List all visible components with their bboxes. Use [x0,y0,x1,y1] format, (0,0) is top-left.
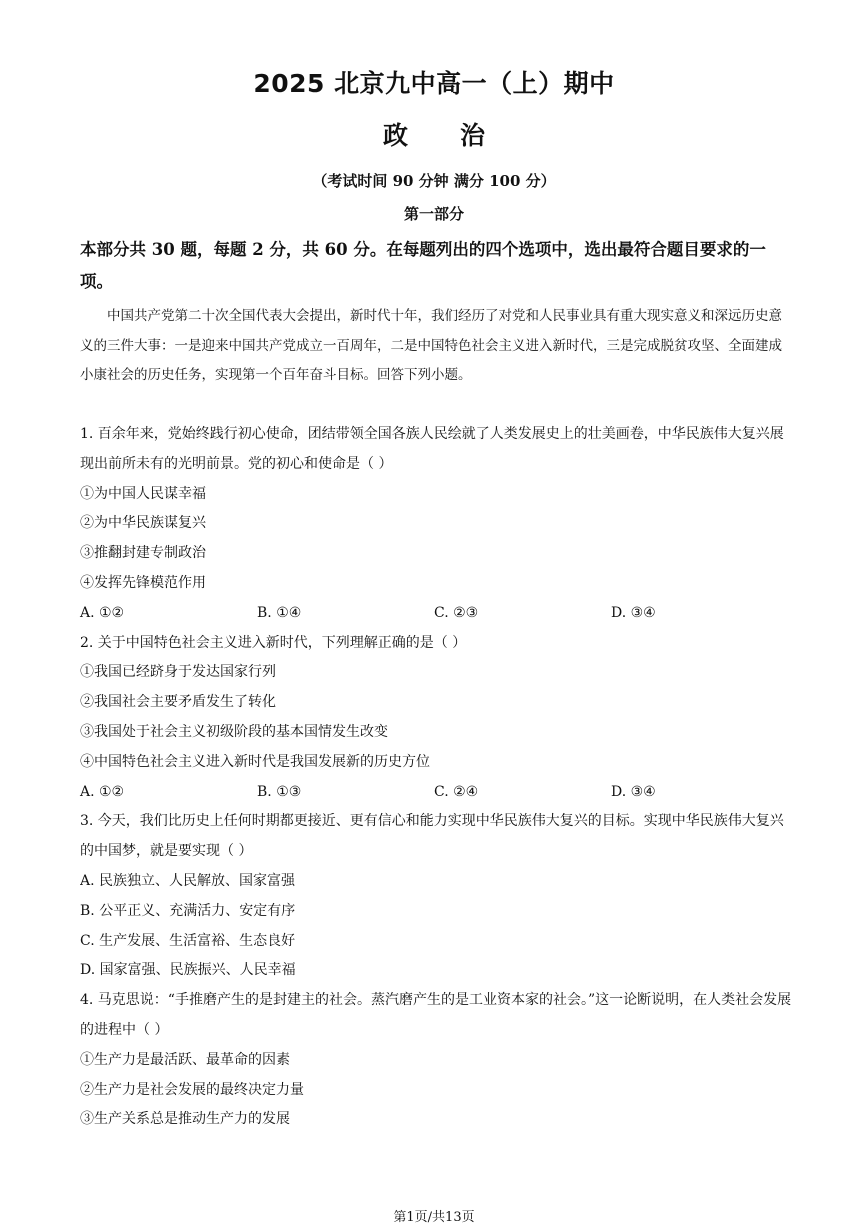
question-3-option-d[interactable]: D. 国家富强、民族振兴、人民幸福 [80,962,296,979]
questions-area [80,420,792,1135]
question-1-option-d[interactable]: D. ③④ [611,604,656,621]
question-2-option-a[interactable]: A. ①② [80,783,125,800]
question-3-option-b[interactable]: B. 公平正义、充满活力、安定有序 [80,902,296,919]
question-2-option-c[interactable]: C. ②④ [434,783,479,800]
question-2-statement-1: ①我国已经跻身于发达国家行列 [80,664,276,681]
question-1-stem: 1. 百余年来，党始终践行初心使命，团结带领全国各族人民绘就了人类发展史上的壮美画卷，中华民族伟大复兴展现出前所未有的光明前景。党的初心和使命是（ ） [80,426,784,472]
question-3-stem: 3. 今天，我们比历史上任何时期都更接近、更有信心和能力实现中华民族伟大复兴的目标。实现中华民族伟大复兴的中国梦，就是要实现（ ） [80,813,784,860]
question-4-statement-1: ①生产力是最活跃、最革命的因素 [80,1051,290,1068]
section-instructions: 本部分共 30 题，每题 2 分，共 60 分。在每题列出的四个选项中，选出最符合题目要求的一项。 [80,240,766,291]
question-1-statement-3: ③推翻封建专制政治 [80,545,206,562]
reading-passage: 中国共产党第二十次全国代表大会提出，新时代十年，我们经历了对党和人民事业具有重大现实意义和深远历史意义的三件大事：一是迎来中国共产党成立一百周年，二是中国特色社会主义进入新时代，三是完成脱贫攻坚、全面建成小康社会的历史任务，实现第一个百年奋斗目标。回答下列小题。 [80,308,782,383]
question-1-option-c[interactable]: C. ②③ [434,604,479,621]
question-3-option-c[interactable]: C. 生产发展、生活富裕、生态良好 [80,932,296,949]
question-1-options [80,599,792,629]
question-3-option-a[interactable]: A. 民族独立、人民解放、国家富强 [80,872,296,889]
question-1-statement-2: ②为中华民族谋复兴 [80,515,206,532]
question-2-stem: 2. 关于中国特色社会主义进入新时代，下列理解正确的是（ ） [80,634,467,651]
question-2-statement-2: ②我国社会主要矛盾发生了转化 [80,694,276,711]
question-2-statement-3: ③我国处于社会主义初级阶段的基本国情发生改变 [80,723,388,740]
question-4-statement-2: ②生产力是社会发展的最终决定力量 [80,1081,304,1098]
question-4-statement-3: ③生产关系总是推动生产力的发展 [80,1111,290,1128]
question-1-option-b[interactable]: B. ①④ [257,604,302,621]
exam-title: 2025 北京九中高一（上）期中 [253,69,615,98]
question-1-option-a[interactable]: A. ①② [80,604,125,621]
question-2-option-d[interactable]: D. ③④ [611,783,656,800]
question-4-stem: 4. 马克思说：“手推磨产生的是封建主的社会。蒸汽磨产生的是工业资本家的社会。”这一论断说明，在人类社会发展的进程中（ ） [80,992,792,1038]
question-2-option-b[interactable]: B. ①③ [257,783,302,800]
exam-info: （考试时间 90 分钟 满分 100 分） [312,172,556,190]
page-number: 第1页/共13页 [393,1210,475,1225]
part-title: 第一部分 [403,205,464,223]
question-1-statement-1: ①为中国人民谋幸福 [80,485,206,502]
question-2-statement-4: ④中国特色社会主义进入新时代是我国发展新的历史方位 [80,753,430,770]
question-2-options [80,778,792,808]
question-1-statement-4: ④发挥先锋模范作用 [80,574,206,591]
subject-title: 政治 [382,121,537,150]
